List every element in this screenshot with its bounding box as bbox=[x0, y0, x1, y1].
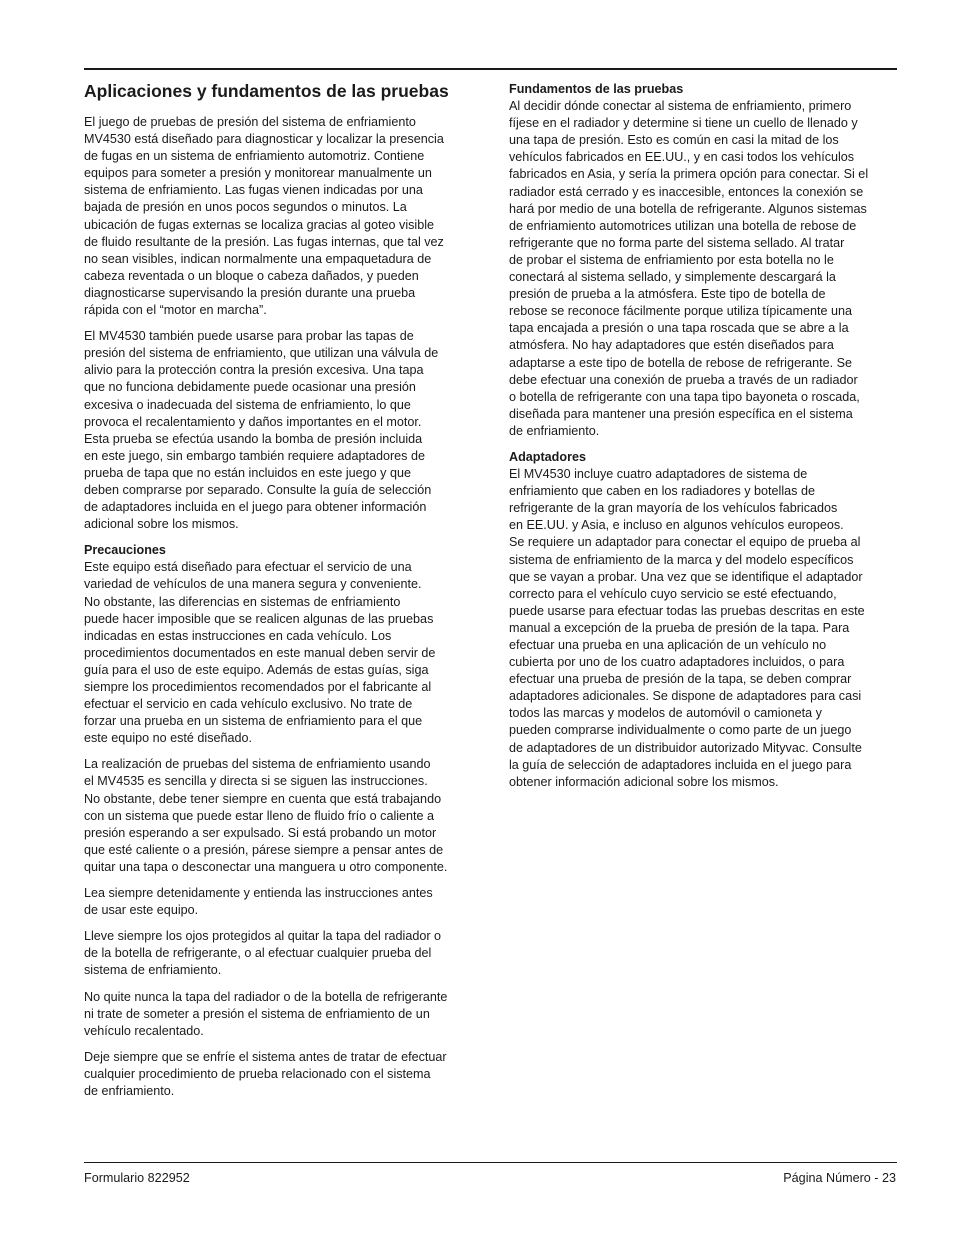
fundamentals-paragraph: Al decidir dónde conectar al sistema de enfriamiento, primero fíjese en el radiador y determine si tiene un cuello de llenado y una tapa de presión. Esto es común en casi la mitad de los vehículos fabricados en EE.UU., y en casi todos los vehículos fabricados en Asia, y sería la primera opción para conectar. Si el radiador está cerrado y es inaccesible, entonces la conexión se hará por medio de una botella de refrigerante. Algunos sistemas de enfriamiento automotrices utilizan una botella de rebose de refrigerante que no forma parte del sistema sellado. Al tratar de probar el sistema de enfriamiento por esta botella no le conectará al sistema sellado, y simplemente descargará la presión de prueba a la atmósfera. Este tipo de botella de rebose se reconoce fácilmente porque utiliza típicamente una tapa encajada a presión o una tapa roscada que se abre a la atmósfera. No hay adaptadores que estén diseñados para adaptarse a este tipo de botella de rebose de refrigerante. Se debe efectuar una conexión de prueba a través de un radiador o botella de refrigerante con una tapa tipo bayoneta o roscada, diseñada para mantener una presión específica en el sistema de enfriamiento. bbox=[509, 99, 869, 438]
adapters-heading: Adaptadores bbox=[509, 449, 586, 464]
precautions-paragraph: Lea siempre detenidamente y entienda las instrucciones antes de usar este equipo. bbox=[84, 886, 433, 918]
precautions-heading: Precauciones bbox=[84, 543, 166, 558]
intro-paragraph: El MV4530 también puede usarse para probar las tapas de presión del sistema de enfriamiento, que utilizan una válvula de alivio para la protección contra la presión excesiva. Una tapa que no funciona debidamente puede ocasionar una presión excesiva o inadecuada del sistema de enfriamiento, lo que provoca el recalentamiento y daños importantes en el motor. Esta prueba se efectúa usando la bomba de presión incluida en este juego, sin embargo también requiere adaptadores de prueba de tapa que no están incluidos en este juego y que deben comprarse por separado. Consulte la guía de selección de adaptadores incluida en el juego para obtener información adicional sobre los mismos. bbox=[84, 329, 439, 532]
intro-paragraph: El juego de pruebas de presión del sistema de enfriamiento MV4530 está diseñado para diagnosticar y localizar la presencia de fugas en un sistema de enfriamiento automotriz. Contiene equipos para someter a presión y monitorear manualmente un sistema de enfriamiento. Las fugas vienen indicadas por una bajada de presión en unos pocos segundos o minutos. La ubicación de fugas externas se localiza gracias al goteo visible de fluido resultante de la presión. Las fugas internas, que tal vez no sean visibles, indican normalmente una empaquetadura de cabeza reventada o un bloque o cabeza dañados, y pueden diagnosticarse supervisando la presión durante una prueba rápida con el “motor en marcha”. bbox=[84, 115, 444, 318]
fundamentals-heading: Fundamentos de las pruebas bbox=[509, 82, 684, 96]
footer-divider bbox=[84, 1162, 897, 1163]
top-divider bbox=[84, 68, 897, 70]
right-column bbox=[509, 81, 901, 791]
left-column bbox=[84, 80, 479, 1100]
adapters-paragraph: El MV4530 incluye cuatro adaptadores de sistema de enfriamiento que caben en los radiadores y botellas de refrigerante de la gran mayoría de los vehículos fabricados en EE.UU. y Asia, e incluso en algunos vehículos europeos. Se requiere un adaptador para conectar el equipo de prueba al sistema de enfriamiento de la marca y del modelo específicos que se vayan a probar. Una vez que se identifique el adaptador correcto para el vehículo cuyo servicio se esté efectuando, puede usarse para efectuar todas las pruebas descritas en este manual a excepción de la prueba de presión de la tapa. Para efectuar una prueba en una aplicación de un vehículo no cubierta por uno de los cuatro adaptadores incluidos, o para efectuar una prueba de presión de la tapa, se deben comprar adaptadores adicionales. Se dispone de adaptadores para casi todos las marcas y modelos de automóvil o camioneta y pueden comprarse individualmente o como parte de un juego de adaptadores de un distribuidor autorizado Mityvac. Consulte la guía de selección de adaptadores incluida en el juego para obtener información adicional sobre los mismos. bbox=[509, 467, 865, 789]
precautions-paragraph: Lleve siempre los ojos protegidos al quitar la tapa del radiador o de la botella de refrigerante, o al efectuar cualquier prueba del sistema de enfriamiento. bbox=[84, 929, 442, 978]
precautions-paragraph: La realización de pruebas del sistema de enfriamiento usando el MV4535 es sencilla y directa si se siguen las instrucciones. No obstante, debe tener siempre en cuenta que está trabajando con un sistema que puede estar lleno de fluido frío o caliente a presión esperando a ser expulsado. Si está probando un motor que esté caliente o a presión, párese siempre a pensar antes de quitar una tapa o desconectar una manguera u otro componente. bbox=[84, 757, 448, 874]
page-number: Página Número - 23 bbox=[783, 1171, 896, 1185]
section-title: Aplicaciones y fundamentos de las pruebas bbox=[84, 81, 449, 101]
precautions-paragraph: Este equipo está diseñado para efectuar el servicio de una variedad de vehículos de una manera segura y conveniente. No obstante, las diferencias en sistemas de enfriamiento puede hacer imposible que se realicen algunas de las pruebas indicadas en estas instrucciones en cada vehículo. Los procedimientos documentados en este manual deben servir de guía para el uso de este equipo. Además de estas guías, siga siempre los procedimientos recomendados por el fabricante al efectuar el servicio en cada vehículo exclusivo. No trate de forzar una prueba en un sistema de enfriamiento para el que este equipo no esté diseñado. bbox=[84, 560, 436, 746]
precautions-paragraph: No quite nunca la tapa del radiador o de la botella de refrigerante ni trate de someter a presión el sistema de enfriamiento de un vehículo recalentado. bbox=[84, 989, 448, 1038]
form-number: Formulario 822952 bbox=[84, 1171, 190, 1185]
precautions-paragraph: Deje siempre que se enfríe el sistema antes de tratar de efectuar cualquier procedimiento de prueba relacionado con el sistema de enfriamiento. bbox=[84, 1049, 447, 1098]
